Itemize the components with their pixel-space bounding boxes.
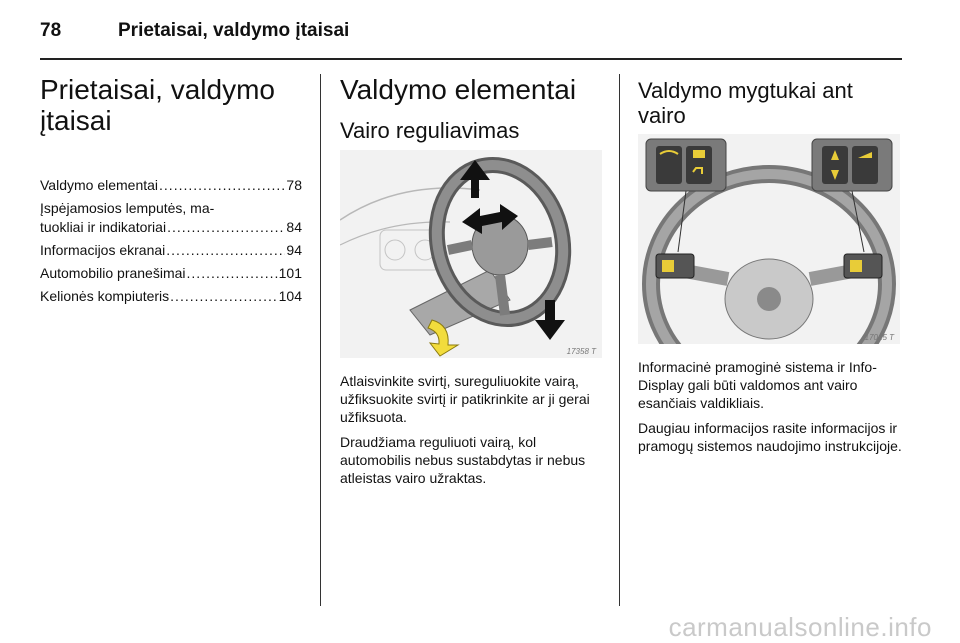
- paragraph: Informacinė pramoginė sistema ir Info-Display gali būti valdomos ant vairo esančiais valdikliais.: [638, 359, 877, 411]
- figure-number: 17358 T: [566, 347, 596, 356]
- toc-item[interactable]: [40, 264, 302, 283]
- toc-item-label: tuokliai ir indikatoriai: [40, 219, 167, 235]
- header-divider: [40, 58, 902, 60]
- page-number: 78: [40, 20, 62, 41]
- middle-body: [340, 372, 608, 494]
- toc-item-page: 84: [286, 219, 302, 235]
- toc-item-page: 104: [278, 288, 302, 304]
- section-heading-line2: vairo: [638, 103, 686, 128]
- column-divider-1: [320, 74, 321, 606]
- table-of-contents: [40, 176, 302, 310]
- steering-wheel-drawing: [340, 150, 602, 358]
- toc-item-page: 78: [286, 177, 302, 193]
- toc-leader: [159, 176, 285, 195]
- section-heading: Valdymo elementai: [340, 74, 577, 105]
- chapter-title: [40, 74, 310, 136]
- chapter-title-line2: įtaisai: [40, 105, 112, 136]
- toc-item[interactable]: [40, 199, 302, 237]
- section-heading-line1: Valdymo mygtukai ant: [638, 78, 853, 103]
- paragraph: Daugiau informacijos rasite informacijos ir pramogų sistemos naudojimo instrukcijoje.: [638, 420, 902, 454]
- toc-leader: [167, 218, 285, 237]
- paragraph: Atlaisvinkite svirtį, sureguliuokite vairą, užfiksuokite svirtį ir patikrinkite ar ji gerai užfiksuota.: [340, 373, 590, 425]
- steering-controls-illustration: [638, 134, 900, 344]
- toc-item-page: 94: [286, 242, 302, 258]
- section-heading: [638, 78, 908, 128]
- toc-item-label-line1: Įspėjamosios lemputės, ma-: [40, 200, 215, 216]
- toc-item-page: 101: [278, 265, 302, 281]
- figure-number: 17015 T: [864, 333, 894, 342]
- running-header-title: Prietaisai, valdymo įtaisai: [118, 20, 350, 41]
- steering-wheel-buttons-drawing: [638, 134, 900, 344]
- toc-leader: [170, 287, 277, 306]
- toc-item[interactable]: [40, 287, 302, 306]
- toc-item-label: Kelionės kompiuteris: [40, 288, 170, 304]
- column-divider-2: [619, 74, 620, 606]
- toc-leader: [166, 241, 285, 260]
- chapter-title-line1: Prietaisai, valdymo: [40, 74, 275, 105]
- paragraph: Draudžiama reguliuoti vairą, kol automobilis nebus sustabdytas ir nebus atleistas vairo užraktas.: [340, 434, 586, 486]
- toc-leader: [187, 264, 278, 283]
- toc-item-label: Automobilio pranešimai: [40, 265, 186, 281]
- toc-item[interactable]: [40, 241, 302, 260]
- right-body: [638, 358, 906, 462]
- toc-item[interactable]: [40, 176, 302, 195]
- watermark: carmanualsonline.info: [668, 612, 932, 642]
- toc-item-label: Valdymo elementai: [40, 177, 159, 193]
- steering-adjustment-illustration: [340, 150, 602, 358]
- subsection-heading: Vairo reguliavimas: [340, 118, 520, 143]
- toc-item-label: Informacijos ekranai: [40, 242, 166, 258]
